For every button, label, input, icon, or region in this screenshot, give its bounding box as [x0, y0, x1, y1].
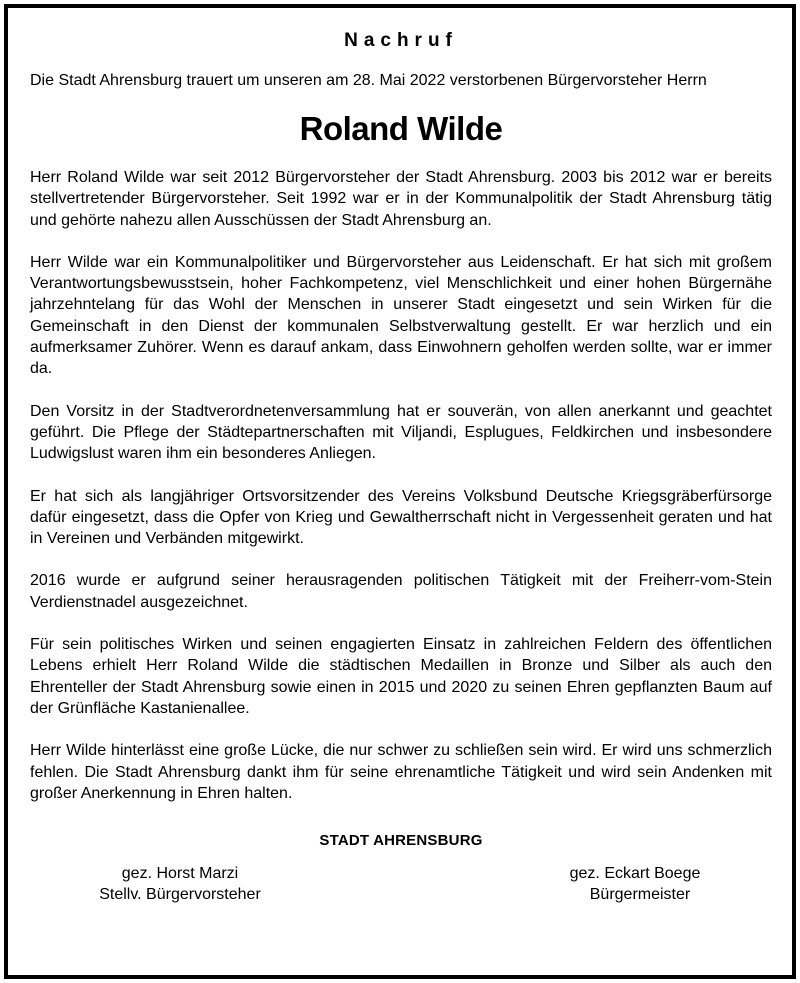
signature-left	[90, 863, 270, 905]
signature-block	[30, 863, 772, 913]
obituary-notice-frame	[4, 4, 796, 979]
body-paragraph-5: 2016 wurde er aufgrund seiner herausragenden politischen Tätigkeit mit der Freiherr-vom-Stein Verdienstnadel ausgezeichnet.	[30, 572, 772, 611]
signatory-name: gez. Eckart Boege	[569, 865, 701, 883]
deceased-name: Roland Wilde	[299, 110, 503, 147]
body-paragraph-3: Den Vorsitz in der Stadtverordnetenversammlung hat er souverän, von allen anerkannt und geachtet geführt. Die Pflege der Städtepartnerschaften mit Viljandi, Esplugues, Feldkirchen und insbesondere Ludwigslust waren ihm ein besonderes Anliegen.	[30, 402, 772, 463]
organization-name: STADT AHRENSBURG	[319, 832, 483, 850]
body-paragraph-6: Für sein politisches Wirken und seinen engagierten Einsatz in zahlreichen Feldern des öffentlichen Lebens erhielt Herr Roland Wilde die städtischen Medaillen in Bronze und Silber als auch den Ehrenteller der Stadt Ahrensburg sowie einen in 2015 und 2020 zu seinen Ehren gepflanzten Baum auf der Grünfläche Kastanienallee.	[30, 636, 772, 717]
signatory-name: gez. Horst Marzi	[121, 865, 239, 883]
signature-right	[535, 863, 735, 905]
intro-text: Die Stadt Ahrensburg trauert um unseren am 28. Mai 2022 verstorbenen Bürgervorsteher Herrn	[30, 72, 707, 89]
obituary-body	[30, 167, 772, 804]
notice-heading: Nachruf	[344, 30, 458, 51]
signatory-role: Bürgermeister	[589, 886, 691, 904]
body-paragraph-7: Herr Wilde hinterlässt eine große Lücke, die nur schwer zu schließen sein wird. Er wird uns schmerzlich fehlen. Die Stadt Ahrensburg dankt ihm für seine ehrenamtliche Tätigkeit und wird sein Andenken mit großer Anerkennung in Ehren halten.	[30, 742, 772, 802]
signatory-role: Stellv. Bürgervorsteher	[99, 886, 261, 904]
obituary-content	[30, 30, 772, 913]
body-paragraph-4: Er hat sich als langjähriger Ortsvorsitzender des Vereins Volksbund Deutsche Kriegsgräberfürsorge dafür eingesetzt, dass die Opfer von Krieg und Gewaltherrschaft nicht in Vergessenheit geraten und hat in Vereinen und Verbänden mitgewirkt.	[30, 487, 772, 548]
body-paragraph-1: Herr Roland Wilde war seit 2012 Bürgervorsteher der Stadt Ahrensburg. 2003 bis 2012 war er bereits stellvertretender Bürgervorsteher. Seit 1992 war er in der Kommunalpolitik der Stadt Ahrensburg tätig und gehörte nahezu allen Ausschüssen der Stadt Ahrensburg an.	[30, 169, 772, 229]
body-paragraph-2: Herr Wilde war ein Kommunalpolitiker und Bürgervorsteher aus Leidenschaft. Er hat sich mit großem Verantwortungsbewusstsein, hoher Fachkompetenz, viel Menschlichkeit und einer hohen Bürgernähe jahrzehntelang für das Wohl der Menschen in unserer Stadt eingesetzt und sein Wirken für die Gemeinschaft in den Dienst der kommunalen Selbstverwaltung gestellt. Er war herzlich und ein aufmerksamer Zuhörer. Wenn es darauf ankam, dass Einwohnern geholfen werden sollte, war er immer da.	[30, 253, 772, 378]
